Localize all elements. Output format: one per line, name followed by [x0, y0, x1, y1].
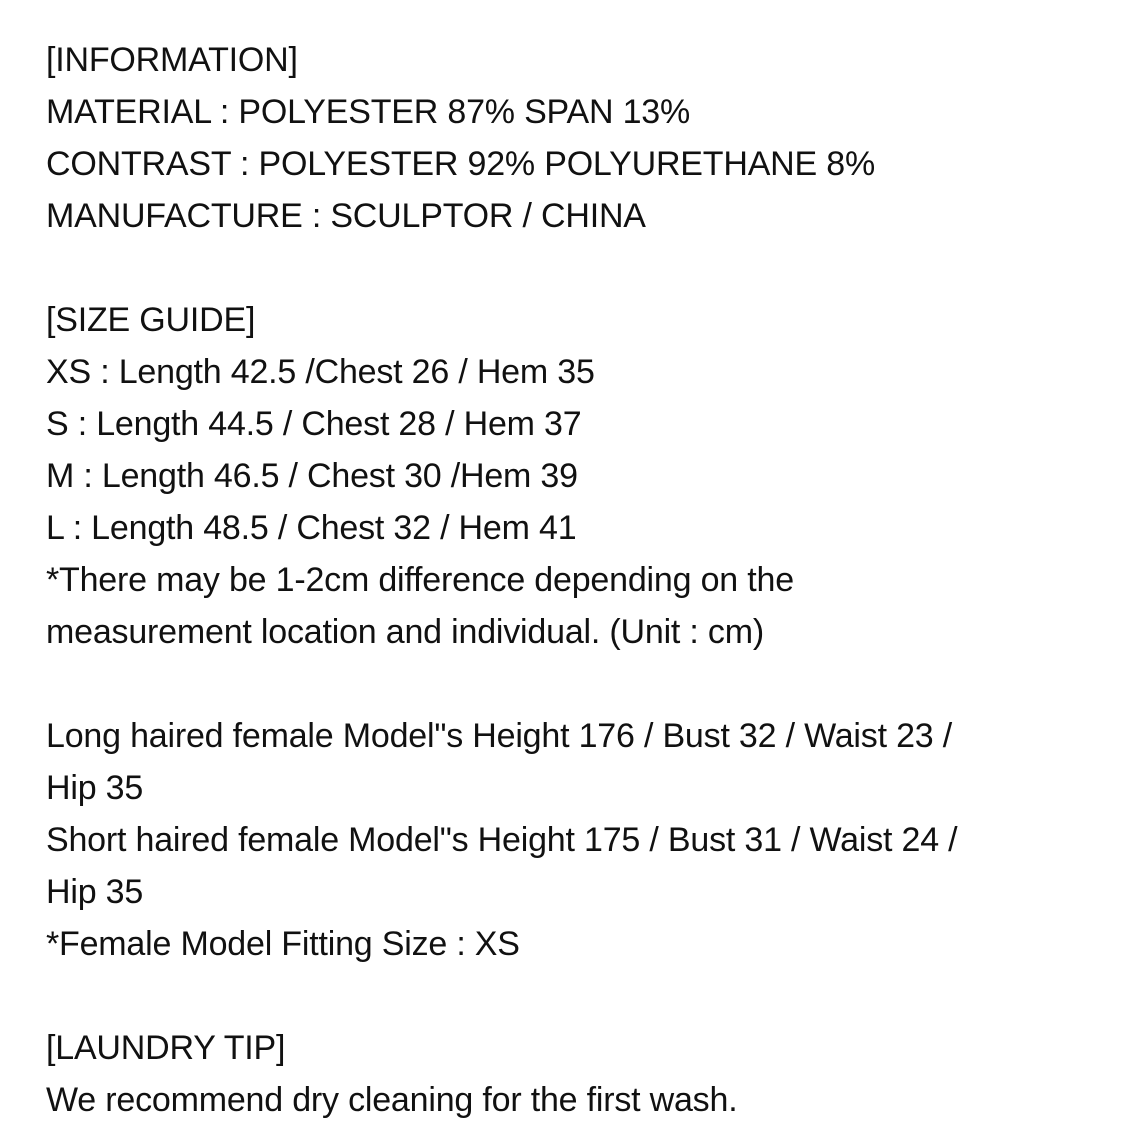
size-m-line: M : Length 46.5 / Chest 30 /Hem 39 — [46, 457, 578, 495]
long-haired-model-line-1: Long haired female Model"s Height 176 / Bust 32 / Waist 23 / — [46, 717, 952, 755]
product-info-document — [46, 34, 1096, 1126]
section-spacer — [46, 658, 1096, 710]
models-section — [46, 710, 1096, 970]
size-l-line: L : Length 48.5 / Chest 32 / Hem 41 — [46, 509, 577, 547]
material-line: MATERIAL : POLYESTER 87% SPAN 13% — [46, 93, 691, 131]
section-spacer — [46, 242, 1096, 294]
long-haired-model-line-2: Hip 35 — [46, 769, 144, 807]
contrast-line: CONTRAST : POLYESTER 92% POLYURETHANE 8% — [46, 145, 876, 183]
laundry-heading: [LAUNDRY TIP] — [46, 1029, 286, 1067]
laundry-section — [46, 1022, 1096, 1126]
section-spacer — [46, 970, 1096, 1022]
size-guide-heading: [SIZE GUIDE] — [46, 301, 256, 339]
short-haired-model-line-2: Hip 35 — [46, 873, 144, 911]
information-heading: [INFORMATION] — [46, 41, 298, 79]
size-note-line-1: *There may be 1-2cm difference depending on the — [46, 561, 794, 599]
size-note-line-2: measurement location and individual. (Unit : cm) — [46, 613, 764, 651]
information-section — [46, 34, 1096, 242]
laundry-tip-line: We recommend dry cleaning for the first wash. — [46, 1081, 738, 1119]
size-s-line: S : Length 44.5 / Chest 28 / Hem 37 — [46, 405, 582, 443]
manufacture-line: MANUFACTURE : SCULPTOR / CHINA — [46, 197, 646, 235]
size-xs-line: XS : Length 42.5 /Chest 26 / Hem 35 — [46, 353, 595, 391]
fitting-size-line: *Female Model Fitting Size : XS — [46, 925, 520, 963]
short-haired-model-line-1: Short haired female Model"s Height 175 / Bust 31 / Waist 24 / — [46, 821, 958, 859]
size-guide-section — [46, 294, 1096, 658]
